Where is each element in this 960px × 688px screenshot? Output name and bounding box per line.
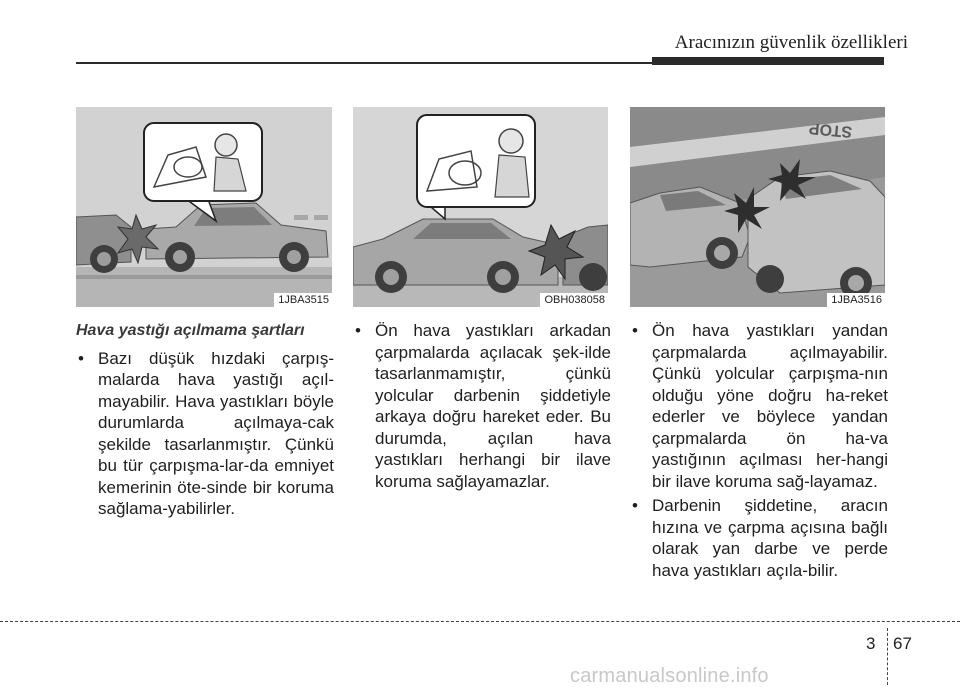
side-collision-icon xyxy=(630,107,885,307)
figure-side-collision xyxy=(630,107,885,307)
bullet-item: • Bazı düşük hızdaki çarpış-malarda hava yastığı açıl-mayabilir. Hava yastıkları böyle durumlarda açılmaya-cak şekilde tasarlanmıştır. Çünkü bu tür çarpışma-lar-da emniyet kemerinin öte-sinde bir koruma sağlama-yabilirler. xyxy=(76,348,334,520)
page-number: 67 xyxy=(893,634,912,653)
bullet-item: • Ön hava yastıkları arkadan çarpmalarda açılacak şek-ilde tasarlanmamıştır, çünkü yolcular darbenin şiddetiyle arkaya doğru hareket eder. Bu durumda, açılan hava yastıkları herhangi bir ilave koruma sağlayamazlar. xyxy=(353,320,611,492)
watermark-text: carmanualsonline.info xyxy=(570,665,769,687)
bullet-list xyxy=(353,320,611,492)
rear-collision-low-speed-icon xyxy=(76,107,332,307)
bullet-item: • Ön hava yastıkları yandan çarpmalarda açılmayabilir. Çünkü yolcular çarpışma-nın olduğu yöne doğru ha-reket ederler ve böylece yandan çarpmalarda ön ha-va yastığının açılması her-hangi bir ilave koruma sağ-layamaz. xyxy=(630,320,888,492)
page-number-divider xyxy=(887,628,888,685)
chapter-number: 3 xyxy=(866,634,876,653)
page-header-title: Aracınızın güvenlik özellikleri xyxy=(674,32,908,53)
section-heading: Hava yastığı açılmama şartları xyxy=(76,322,305,339)
bullet-list xyxy=(76,348,334,520)
figure-rear-collision xyxy=(353,107,608,307)
figure-code: OBH038058 xyxy=(540,293,608,307)
figure-code: 1JBA3516 xyxy=(827,293,885,307)
footer-rule xyxy=(0,621,960,622)
text-column-2 xyxy=(353,320,611,495)
bullet-list xyxy=(630,320,888,581)
text-column-1 xyxy=(76,320,334,523)
bullet-item: • Darbenin şiddetine, aracın hızına ve çarpma açısına bağlı olarak yan darbe ve perde hava yastıkları açıla-bilir. xyxy=(630,495,888,581)
rear-collision-icon xyxy=(353,107,608,307)
figure-rear-collision-low-speed xyxy=(76,107,332,307)
text-column-3 xyxy=(630,320,888,584)
header-accent-bar xyxy=(652,57,884,65)
figure-code: 1JBA3515 xyxy=(274,293,332,307)
stop-road-text: STOP xyxy=(808,119,853,140)
